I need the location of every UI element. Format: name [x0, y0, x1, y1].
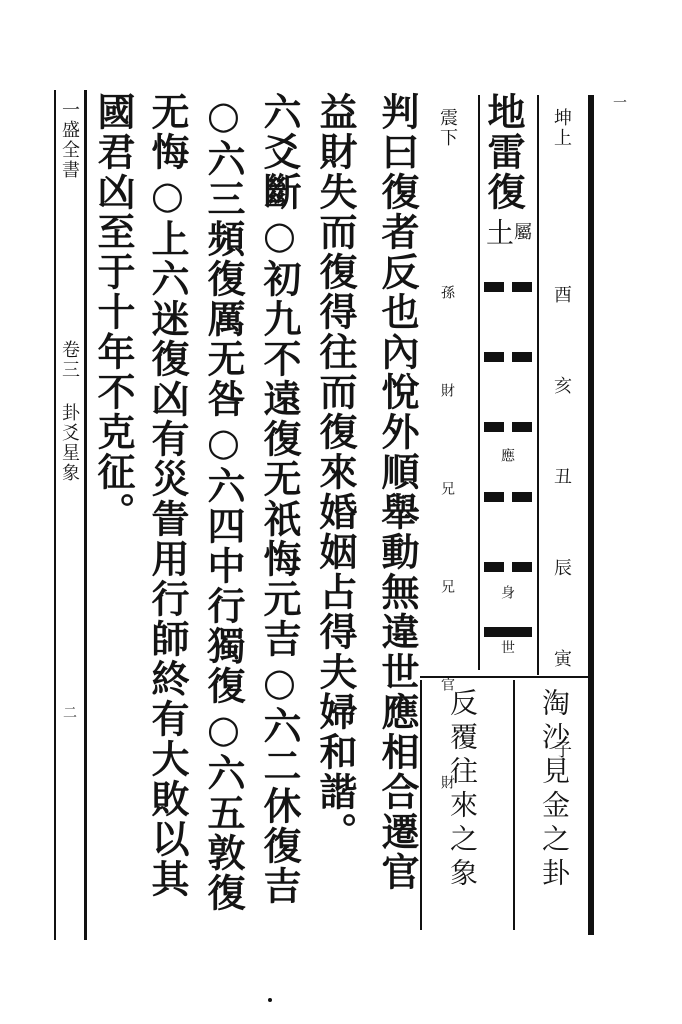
gua-description-2: 反覆往來之象	[446, 688, 479, 892]
hexagram-line-1	[484, 627, 532, 637]
najia-branches: 酉 亥 丑 辰 寅 子	[551, 285, 572, 784]
lower-trigram: 震下	[437, 108, 458, 148]
hexagram-line-2	[484, 562, 532, 572]
upper-trigram: 坤上	[551, 108, 572, 148]
najia-relations: 孫 財 兄 兄 官 財	[439, 285, 455, 823]
commentary-column-1: 判曰復者反也內悅外順舉動無違世應相合遷官	[375, 92, 420, 892]
ink-speck	[268, 998, 272, 1002]
shi2-label: 世	[499, 640, 515, 656]
column-divider	[537, 95, 539, 675]
margin-page-number: 二	[61, 705, 77, 721]
column-divider	[513, 680, 515, 930]
page-border-left	[84, 90, 87, 940]
gua-description-1: 淘沙見金之卦	[538, 688, 571, 892]
commentary-column-2: 益財失而復得往而復來婚姻占得夫婦和諧。	[313, 92, 358, 852]
shi-label: 身	[499, 585, 515, 601]
commentary-column-5: 无悔○上六迷復凶有災眚用行師終有大敗以其	[145, 92, 190, 899]
column-divider	[478, 95, 480, 670]
hexagram-element-label: 屬	[511, 222, 532, 242]
ying-label: 應	[499, 448, 515, 464]
commentary-column-6: 國君凶至于十年不克征。	[91, 92, 136, 532]
commentary-column-3: 六爻斷○初九不遠復无祇悔元吉○六二休復吉	[257, 92, 302, 906]
margin-top-mark: 一	[611, 95, 627, 111]
hexagram-line-3	[484, 492, 532, 502]
hexagram-line-6	[484, 282, 532, 292]
hexagram-title: 地雷復	[481, 92, 526, 212]
column-divider	[420, 680, 422, 930]
margin-book-title: 一盛全書	[59, 100, 80, 180]
hexagram-line-5	[484, 352, 532, 362]
commentary-column-4: ○六三頻復厲无咎○六四中行獨復○六五敦復	[201, 92, 246, 913]
margin-rule	[54, 90, 56, 940]
page-border-right	[588, 95, 594, 935]
hexagram-element: 土	[482, 218, 515, 248]
margin-chapter: 卷三 卦爻星象	[59, 340, 80, 483]
hexagram-line-4	[484, 422, 532, 432]
